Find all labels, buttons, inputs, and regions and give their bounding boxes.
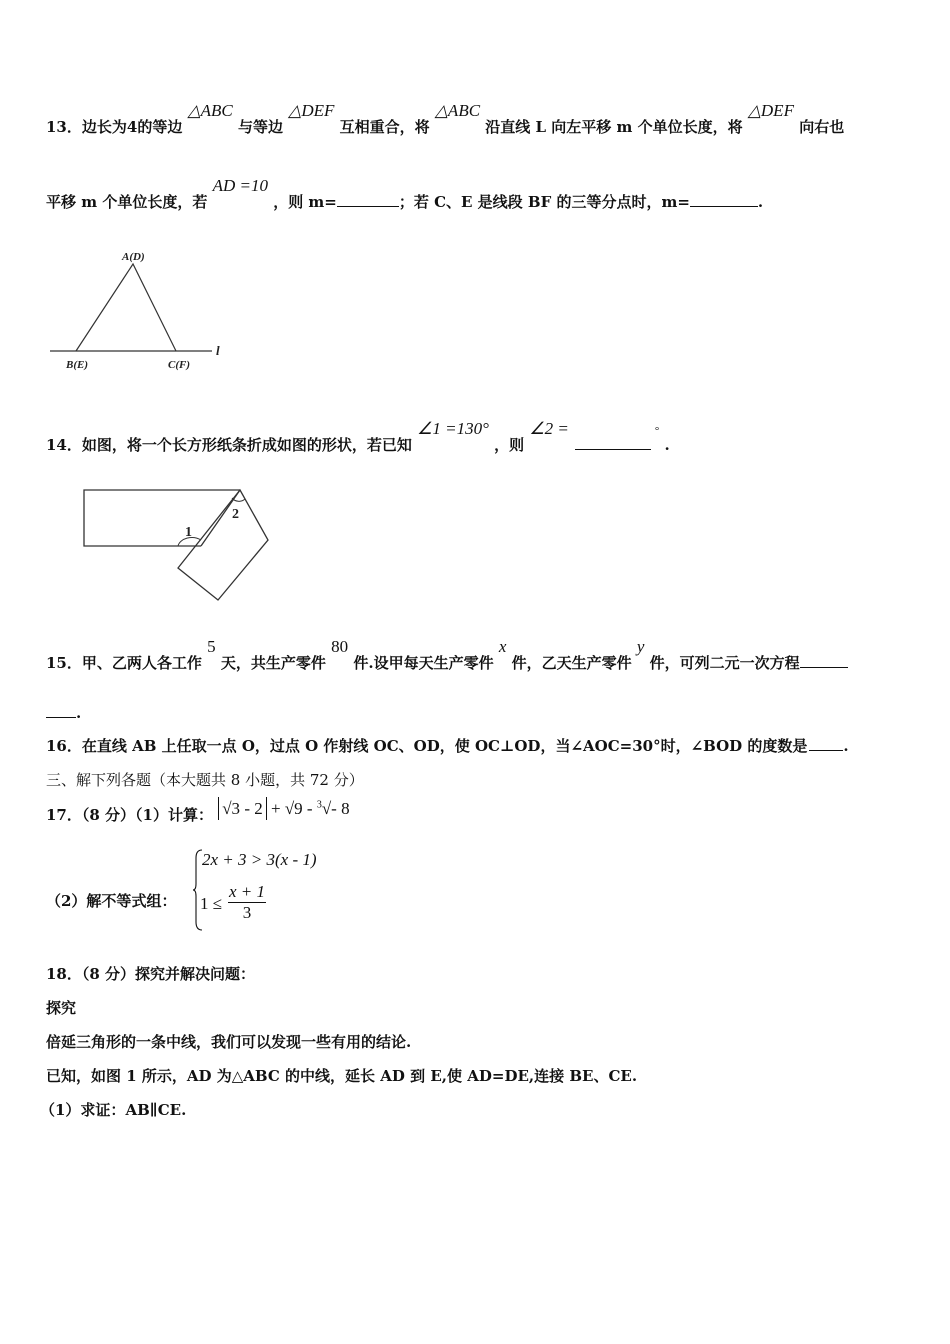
angle-label-1: 1 (185, 525, 192, 540)
q15-text6: . (76, 704, 82, 722)
q13-text2: 的等边 (137, 118, 183, 136)
plus-sign: + (266, 799, 285, 818)
q16-text: 16．在直线 AB 上任取一点 O，过点 O 作射线 OC、OD，使 OC⊥OD，当∠AOC=30°时，∠BOD 的度数是 (46, 737, 808, 755)
degree-sign: ° (654, 425, 660, 437)
q13-triangle-figure (46, 244, 236, 376)
q16-end: . (843, 737, 849, 755)
label-a-d: A(D) (122, 251, 145, 263)
sqrt-3: √3 (222, 799, 241, 818)
math-80: 80 (331, 637, 349, 656)
q15-line1 (46, 637, 848, 673)
q13-number: 13． (46, 118, 82, 136)
inequality-2-left: 1 ≤ (200, 894, 223, 913)
math-ad-equals: AD =10 (212, 176, 268, 195)
q18-text4: （1）求证：AB∥CE. (40, 1101, 187, 1119)
q15-number: 15． (46, 654, 82, 672)
math-y: y (636, 637, 645, 656)
q13-text3: 与等边 (238, 118, 284, 136)
answer-blank-3[interactable] (575, 435, 651, 450)
q13-text1: 边长为 (81, 118, 127, 136)
q18-explore: 探究 (46, 999, 77, 1017)
q14-text1: 如图，将一个长方形纸条折成如图的形状，若已知 (81, 436, 412, 454)
answer-blank-4-cont[interactable] (46, 703, 76, 718)
fraction-numerator: x + 1 (228, 882, 266, 901)
folded-part (178, 490, 268, 600)
math-triangle-abc: △ABC (187, 101, 233, 120)
q13-text9: ；若 C、E 是线段 BF 的三等分点时，m= (398, 193, 690, 211)
label-l: l (216, 343, 220, 358)
math-expression (218, 799, 349, 818)
q15-text5: 件，可列二元一次方程 (649, 654, 800, 672)
q18-line3 (46, 1065, 637, 1086)
q13-text8: ，则 m= (273, 193, 337, 211)
q14-folded-strip-figure (80, 484, 280, 606)
answer-blank-4[interactable] (800, 653, 848, 668)
sqrt-9: √9 (284, 799, 303, 818)
q15-text2: 天，共生产零件 (220, 654, 326, 672)
q13-text10: . (757, 193, 764, 211)
q15-line2 (46, 703, 81, 722)
q14-number: 14． (46, 436, 82, 454)
strip-rectangle (84, 490, 240, 546)
q15-text4: 件，乙天生产零件 (511, 654, 632, 672)
q18-label-line (46, 963, 255, 984)
q18-label: 18．（8 分）探究并解决问题： (46, 965, 256, 983)
q13-text5: 沿直线 L 向左平移 m 个单位长度，将 (485, 118, 743, 136)
q17-line2 (46, 890, 176, 911)
q17-line1 (46, 799, 350, 825)
section-3-heading (46, 769, 364, 790)
q18-text2: 倍延三角形的一条中线，我们可以发现一些有用的结论. (46, 1033, 412, 1051)
inequality-1: 2x + 3 > 3(x - 1) (202, 850, 317, 869)
q14-line (46, 419, 670, 455)
q18-line4 (40, 1099, 186, 1120)
minus-2: - 2 (240, 799, 263, 818)
math-angle-2: ∠2 = (529, 419, 569, 438)
q13-num4: 4 (126, 118, 138, 136)
q17-label: 17．（8 分）（1）计算： (46, 806, 213, 824)
q13-line1 (46, 101, 845, 137)
label-b-e: B(E) (66, 359, 88, 371)
inequality-system (192, 848, 342, 932)
q17-label2: （2）解不等式组： (46, 892, 177, 910)
math-triangle-def: △DEF (288, 101, 335, 120)
math-triangle-abc-2: △ABC (434, 101, 481, 120)
math-angle-1: ∠1 =130° (417, 419, 489, 438)
absolute-value (218, 797, 267, 820)
q16-line (46, 735, 849, 756)
section-3-title: 三、解下列各题（本大题共 8 小题，共 72 分） (46, 771, 364, 789)
minus-sign: - (302, 799, 317, 818)
answer-blank-5[interactable] (809, 736, 843, 751)
cbrt-neg-8: √- 8 (321, 799, 350, 818)
label-c-f: C(F) (168, 359, 190, 371)
q18-line2 (46, 1031, 411, 1052)
triangle-sides (76, 264, 176, 351)
inequality-2-fraction (228, 882, 266, 923)
q13-text7: 平移 m 个单位长度，若 (46, 193, 208, 211)
fraction-denominator: 3 (242, 903, 252, 922)
answer-blank-1[interactable] (337, 192, 399, 207)
q18-text3: 已知，如图 1 所示，AD 为△ABC 的中线，延长 AD 到 E,使 AD=DE,连接 BE、CE. (46, 1067, 638, 1085)
angle-label-2: 2 (232, 507, 239, 522)
cbrt-index: 3 (316, 799, 322, 811)
math-x: x (498, 637, 507, 656)
answer-blank-2[interactable] (690, 192, 758, 207)
q18-line1 (46, 997, 76, 1018)
q14-text2: ，则 (494, 436, 525, 454)
q13-text6: 向右也 (799, 118, 845, 136)
q15-text3: 件.设甲每天生产零件 (353, 654, 494, 672)
q15-text1: 甲、乙两人各工作 (81, 654, 202, 672)
math-5: 5 (207, 637, 216, 656)
math-triangle-def-2: △DEF (747, 101, 794, 120)
q13-text4: 互相重合，将 (339, 118, 430, 136)
q13-line2 (46, 176, 764, 212)
q14-text4: . (664, 436, 670, 454)
